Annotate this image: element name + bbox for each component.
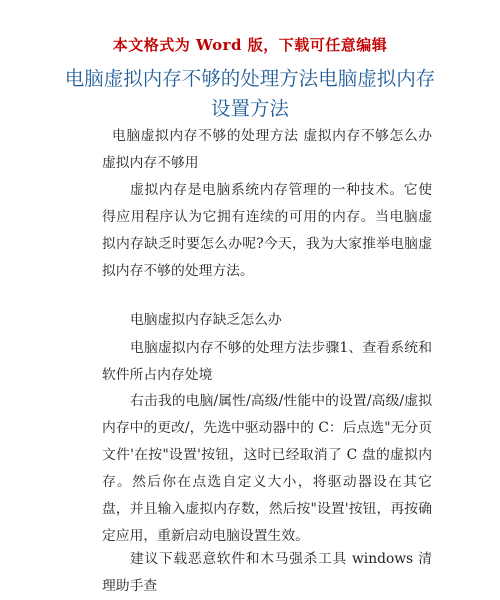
tip-paragraph: 建议下载恶意软件和木马强杀工具 windows 清理助手查 <box>102 551 432 594</box>
keywords-paragraph: 电脑虚拟内存不够的处理方法 虚拟内存不够怎么办 虚拟内存不够用 <box>102 128 432 171</box>
section-heading: 电脑虚拟内存缺乏怎么办 <box>130 312 282 328</box>
intro-paragraph: 虚拟内存是电脑系统内存管理的一种技术。它使得应用程序认为它拥有连续的可用的内存。当电脑虚拟内存缺乏时要怎么办呢?今天，我为大家推举电脑虚拟内存不够的处理方法。 <box>102 182 432 279</box>
step1-paragraph: 电脑虚拟内存不够的处理方法步骤1、查看系统和软件所占内存处境 <box>102 340 432 383</box>
format-banner: 本文格式为 Word 版，下载可任意编辑 <box>112 36 388 54</box>
document-title: 电脑虚拟内存不够的处理方法电脑虚拟内存设置方法 <box>64 67 436 120</box>
step1-detail-paragraph: 右击我的电脑/属性/高级/性能中的设置/高级/虚拟内存中的更改/，先选中驱动器中的 C：后点选"无分页文件'在按"设置'按钮，这时已经取消了 C 盘的虚拟内存。然后你在点选自定义大小，将驱动器设在其它盘，并且输入虚拟内存数，然后按"设置'按钮，再按确定应用，重新启动电脑设置生效。 <box>102 393 432 544</box>
